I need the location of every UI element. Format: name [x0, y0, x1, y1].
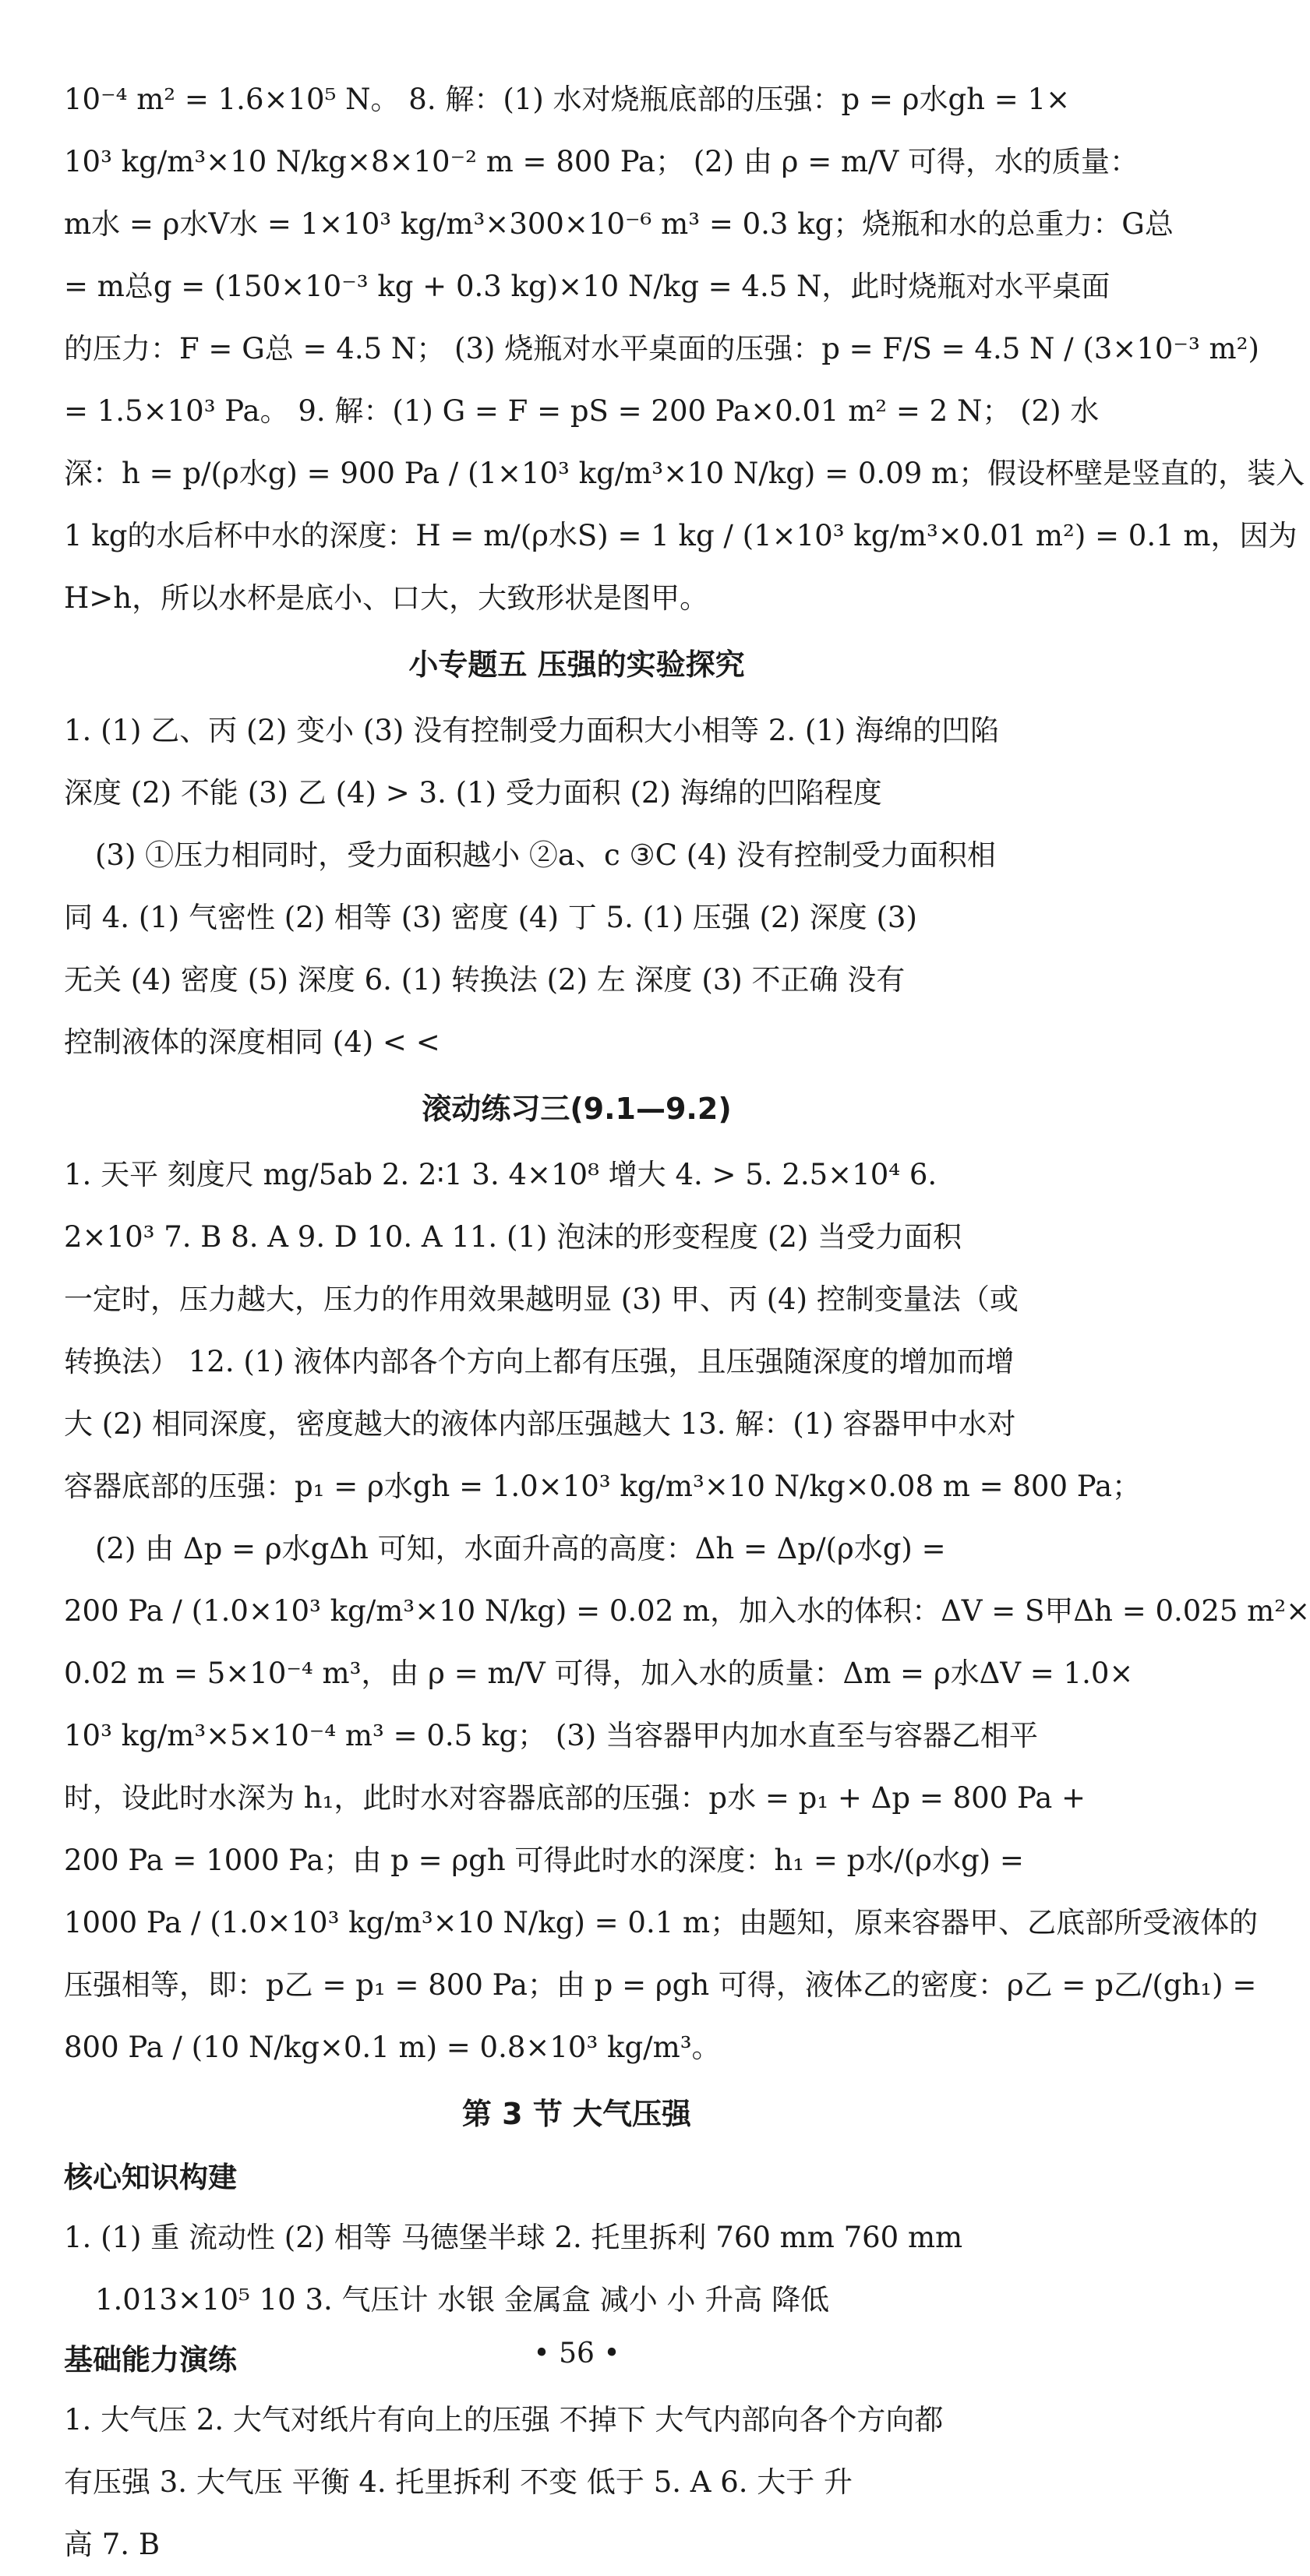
intro-block — [64, 69, 1305, 630]
text-line: 一定时，压力越大，压力的作用效果越明显 (3) 甲、丙 (4) 控制变量法（或 — [64, 1283, 1019, 1316]
text-line: 深：h = p/(ρ水g) = 900 Pa / (1×10³ kg/m³×10 N/kg) = 0.09 m；假设杯壁是竖直的，装入 — [64, 457, 1305, 490]
text-line: 1. 大气压 2. 大气对纸片有向上的压强 不掉下 大气内部向各个方向都 — [64, 2403, 944, 2437]
text-line: 转换法） 12. (1) 液体内部各个方向上都有压强，且压强随深度的增加而增 — [64, 1345, 1015, 1378]
section-rolling-practice — [64, 1074, 1310, 2079]
page-number: • 56 • — [533, 2338, 620, 2370]
text-line: (3) ①压力相同时，受力面积越小 ②a、c ③C (4) 没有控制受力面积相 — [95, 838, 996, 872]
text-line: 1. 天平 刻度尺 mg/5ab 2. 2∶1 3. 4×10⁸ 增大 4. > 5. 2.5×10⁴ 6. — [64, 1158, 937, 1191]
text-line: m水 = ρ水V水 = 1×10³ kg/m³×300×10⁻⁶ m³ = 0.3 kg；烧瓶和水的总重力：G总 — [64, 207, 1174, 241]
text-line: 深度 (2) 不能 (3) 乙 (4) > 3. (1) 受力面积 (2) 海绵的凹陷程度 — [64, 776, 882, 810]
text-line: 1.013×10⁵ 10 3. 气压计 水银 金属盒 减小 小 升高 降低 — [95, 2283, 830, 2317]
text-line: 10³ kg/m³×5×10⁻⁴ m³ = 0.5 kg； (3) 当容器甲内加水直至与容器乙相平 — [64, 1719, 1038, 1752]
text-line: 时，设此时水深为 h₁，此时水对容器底部的压强：p水 = p₁ + Δp = 800 Pa + — [64, 1781, 1086, 1815]
text-line: 1. (1) 重 流动性 (2) 相等 马德堡半球 2. 托里拆利 760 mm 760 mm — [64, 2221, 963, 2254]
text-line: H>h，所以水杯是底小、口大，大致形状是图甲。 — [64, 581, 709, 615]
text-line: 无关 (4) 密度 (5) 深度 6. (1) 转换法 (2) 左 深度 (3) 不正确 没有 — [64, 963, 906, 997]
text-line: 1000 Pa / (1.0×10³ kg/m³×10 N/kg) = 0.1 m；由题知，原来容器甲、乙底部所受液体的 — [64, 1906, 1259, 1939]
text-line: 200 Pa / (1.0×10³ kg/m³×10 N/kg) = 0.02 m，加入水的体积：ΔV = S甲Δh = 0.025 m²× — [64, 1594, 1310, 1628]
text-line: = 1.5×10³ Pa。 9. 解：(1) G = F = pS = 200 Pa×0.01 m² = 2 N； (2) 水 — [64, 394, 1100, 428]
text-line: 压强相等，即：p乙 = p₁ = 800 Pa；由 p = ρgh 可得，液体乙的密度：ρ乙 = p乙/(gh₁) = — [64, 1968, 1257, 2002]
subsection-title: 核心知识构建 — [64, 2161, 237, 2194]
text-line: 控制液体的深度相同 (4) < < — [64, 1025, 440, 1059]
section-atmospheric-pressure — [64, 2079, 1089, 2576]
section-title: 小专题五 压强的实验探究 — [408, 648, 745, 682]
text-line: 有压强 3. 大气压 平衡 4. 托里拆利 不变 低于 5. A 6. 大于 升 — [64, 2465, 853, 2499]
subsection-title: 基础能力演练 — [64, 2343, 237, 2377]
text-line: 0.02 m = 5×10⁻⁴ m³，由 ρ = m/V 可得，加入水的质量：Δm = ρ水ΔV = 1.0× — [64, 1657, 1134, 1690]
text-line: 10³ kg/m³×10 N/kg×8×10⁻² m = 800 Pa； (2) 由 ρ = m/V 可得，水的质量： — [64, 145, 1139, 178]
section-title: 第 3 节 大气压强 — [461, 2097, 692, 2131]
text-line: 高 7. B — [64, 2528, 161, 2561]
text-line: 10⁻⁴ m² = 1.6×10⁵ N。 8. 解：(1) 水对烧瓶底部的压强：p = ρ水gh = 1× — [64, 83, 1071, 116]
text-line: 同 4. (1) 气密性 (2) 相等 (3) 密度 (4) 丁 5. (1) 压强 (2) 深度 (3) — [64, 901, 917, 934]
text-line: 1 kg的水后杯中水的深度：H = m/(ρ水S) = 1 kg / (1×10³ kg/m³×0.01 m²) = 0.1 m，因为 — [64, 519, 1298, 552]
section-pressure-experiments — [64, 630, 1089, 1074]
text-line: 容器底部的压强：p₁ = ρ水gh = 1.0×10³ kg/m³×10 N/kg×0.08 m = 800 Pa； — [64, 1470, 1142, 1503]
text-line: 200 Pa = 1000 Pa；由 p = ρgh 可得此时水的深度：h₁ = p水/(ρ水g) = — [64, 1844, 1024, 1877]
text-line: 2×10³ 7. B 8. A 9. D 10. A 11. (1) 泡沫的形变程度 (2) 当受力面积 — [64, 1220, 962, 1254]
text-line: 大 (2) 相同深度，密度越大的液体内部压强越大 13. 解：(1) 容器甲中水对 — [64, 1407, 1016, 1441]
text-line: 1. (1) 乙、丙 (2) 变小 (3) 没有控制受力面积大小相等 2. (1) 海绵的凹陷 — [64, 714, 1000, 747]
text-line: (2) 由 Δp = ρ水gΔh 可知，水面升高的高度：Δh = Δp/(ρ水g) = — [95, 1532, 946, 1565]
section-title: 滚动练习三(9.1—9.2) — [422, 1092, 732, 1126]
text-line: 的压力：F = G总 = 4.5 N； (3) 烧瓶对水平桌面的压强：p = F/S = 4.5 N / (3×10⁻³ m²) — [64, 332, 1259, 365]
text-line: = m总g = (150×10⁻³ kg + 0.3 kg)×10 N/kg = 4.5 N，此时烧瓶对水平桌面 — [64, 270, 1110, 303]
text-line: 800 Pa / (10 N/kg×0.1 m) = 0.8×10³ kg/m³。 — [64, 2031, 721, 2064]
